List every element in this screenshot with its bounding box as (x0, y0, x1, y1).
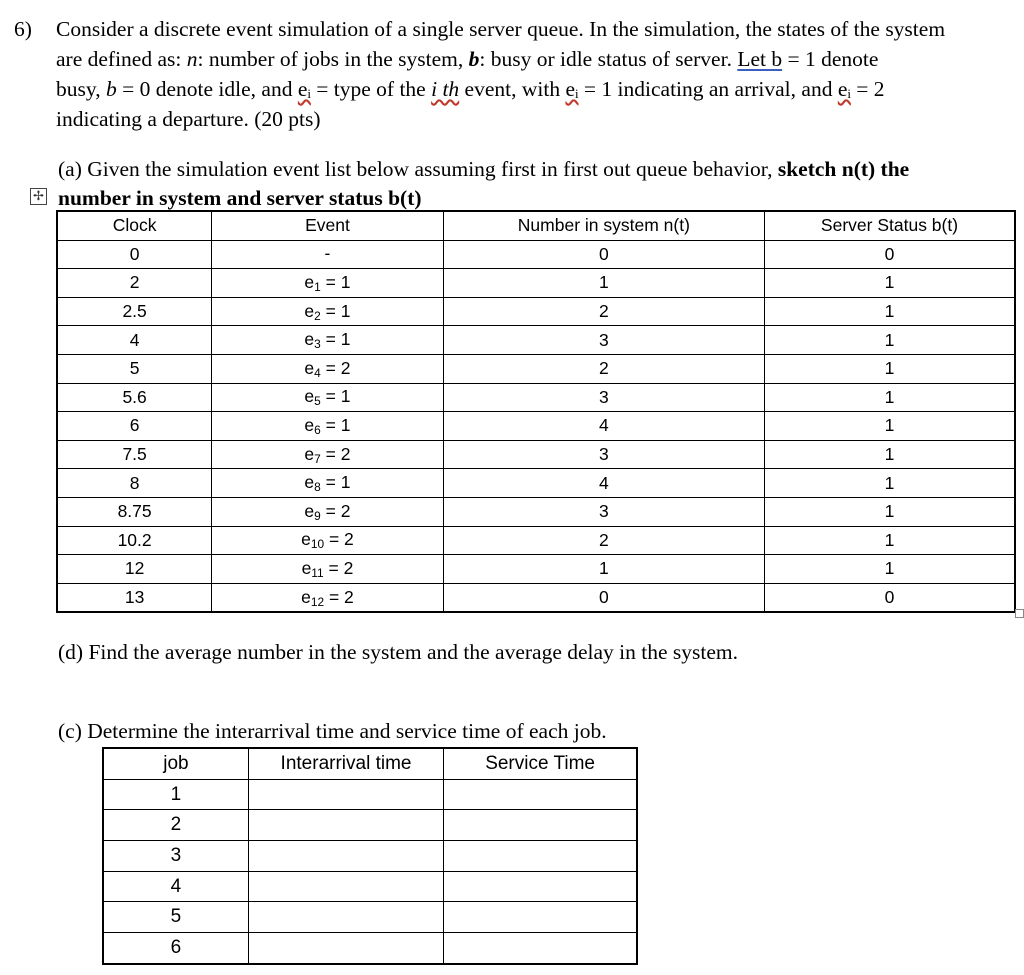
text: = 1 denote (782, 47, 879, 71)
event-value: = 1 (320, 386, 351, 407)
cell-server-status: 1 (765, 497, 1016, 526)
part-a-line-1 (58, 155, 909, 184)
part-a-line-2 (58, 184, 909, 213)
text: = 2 (850, 77, 885, 101)
table-row (57, 526, 1015, 555)
bold-text: number in system and server status b(t) (58, 186, 422, 210)
cell-server-status: 1 (765, 440, 1016, 469)
event-index: 2 (314, 308, 321, 323)
cell-server-status: 1 (765, 326, 1016, 355)
cell-service-time-input[interactable] (444, 902, 637, 933)
event-table-body (57, 240, 1015, 612)
cell-server-status: 0 (765, 583, 1016, 612)
cell-event (212, 269, 444, 298)
table-row (57, 469, 1015, 498)
event-index: 10 (310, 537, 325, 552)
table-row (103, 902, 637, 933)
event-value: = 1 (320, 329, 351, 350)
cell-number-in-system: 4 (443, 469, 764, 498)
event-symbol: e (304, 443, 315, 464)
header-clock: Clock (57, 211, 212, 240)
event-index: 11 (311, 565, 324, 580)
cell-service-time-input[interactable] (444, 841, 637, 872)
table-row (103, 779, 637, 810)
table-row (57, 326, 1015, 355)
cell-number-in-system: 0 (443, 583, 764, 612)
cell-clock: 6 (57, 412, 212, 441)
table-row (57, 269, 1015, 298)
cell-clock: 8 (57, 469, 212, 498)
event-value: = 2 (323, 557, 354, 578)
table-header-row (57, 211, 1015, 240)
cell-clock: 5.6 (57, 383, 212, 412)
text: : number of jobs in the system, (197, 47, 469, 71)
event-value: = 1 (320, 472, 351, 493)
bold-text: sketch n(t) the (777, 157, 910, 181)
cell-event (212, 497, 444, 526)
event-value: = 2 (320, 500, 351, 521)
cell-event (212, 440, 444, 469)
cell-clock: 2 (57, 269, 212, 298)
event-symbol: e (304, 500, 315, 521)
event-index: 7 (314, 451, 321, 466)
cell-event (212, 326, 444, 355)
cell-server-status: 1 (765, 555, 1016, 584)
table-row (57, 555, 1015, 584)
cell-server-status: 1 (765, 297, 1016, 326)
problem-line-4: indicating a departure. (20 pts) (56, 107, 321, 131)
job-times-table (102, 747, 638, 965)
cell-event (212, 583, 444, 612)
event-index: 6 (314, 422, 321, 437)
table-row (103, 871, 637, 902)
event-symbol: e (304, 386, 315, 407)
table-row (57, 412, 1015, 441)
cell-clock: 5 (57, 354, 212, 383)
cell-number-in-system: 2 (443, 297, 764, 326)
cell-server-status: 1 (765, 526, 1016, 555)
table-row (103, 933, 637, 964)
table-row (103, 841, 637, 872)
var-b: b (468, 47, 480, 71)
cell-number-in-system: 3 (443, 497, 764, 526)
table-row (103, 810, 637, 841)
cell-job: 4 (103, 871, 248, 902)
table-row (57, 440, 1015, 469)
problem-line-1: Consider a discrete event simulation of a single server queue. In the simulation, the states of the system (56, 17, 946, 41)
text: = 1 indicating an arrival, and (578, 77, 838, 101)
header-service-time: Service Time (444, 748, 637, 779)
text: = 0 denote idle, and (116, 77, 298, 101)
cell-event (212, 555, 444, 584)
cell-number-in-system: 2 (443, 526, 764, 555)
resize-handle-icon[interactable] (1015, 609, 1024, 618)
cell-server-status: 1 (765, 412, 1016, 441)
header-job: job (103, 748, 248, 779)
cell-job: 1 (103, 779, 248, 810)
header-event: Event (212, 211, 444, 240)
part-c-prompt: (c) Determine the interarrival time and service time of each job. (58, 719, 607, 743)
cell-event (212, 354, 444, 383)
event-symbol: e (304, 357, 315, 378)
cell-clock: 10.2 (57, 526, 212, 555)
event-index: 4 (314, 365, 321, 380)
event-index: 5 (314, 394, 321, 409)
cell-clock: 12 (57, 555, 212, 584)
cell-number-in-system: 4 (443, 412, 764, 441)
text: : busy or idle status of server. (479, 47, 738, 71)
cell-number-in-system: 1 (443, 555, 764, 584)
event-symbol: e (301, 557, 312, 578)
cell-number-in-system: 3 (443, 326, 764, 355)
cell-server-status: 1 (765, 383, 1016, 412)
var-ei: eᵢ (297, 77, 311, 101)
event-index: 12 (310, 594, 325, 609)
var-ei: eᵢ (837, 77, 851, 101)
cell-job: 3 (103, 841, 248, 872)
cell-service-time-input[interactable] (444, 933, 637, 964)
text: busy, (56, 77, 106, 101)
event-symbol: - (324, 243, 331, 264)
event-symbol: e (304, 414, 315, 435)
event-value: = 2 (324, 529, 354, 550)
cell-number-in-system: 3 (443, 383, 764, 412)
cell-interarrival-time-input[interactable] (248, 933, 443, 964)
cell-event (212, 383, 444, 412)
part-a-prompt (58, 155, 909, 213)
event-value: = 1 (320, 272, 351, 292)
problem-number: 6) (14, 17, 32, 41)
cell-server-status: 0 (765, 240, 1016, 269)
text: are defined as: (56, 47, 187, 71)
cell-event (212, 469, 444, 498)
cell-event (212, 412, 444, 441)
table-row (57, 354, 1015, 383)
event-index: 3 (314, 337, 321, 352)
job-table-body (103, 779, 637, 964)
var-n: n (186, 47, 198, 71)
cell-number-in-system: 1 (443, 269, 764, 298)
cell-server-status: 1 (765, 269, 1016, 298)
header-server-status: Server Status b(t) (765, 211, 1016, 240)
cell-interarrival-time-input[interactable] (248, 841, 443, 872)
event-symbol: e (304, 472, 315, 493)
event-value: = 1 (320, 300, 351, 321)
cell-interarrival-time-input[interactable] (248, 810, 443, 841)
i-th: i th (431, 77, 460, 101)
header-interarrival-time: Interarrival time (248, 748, 443, 779)
event-index: 9 (314, 508, 321, 523)
part-d-prompt: (d) Find the average number in the system and the average delay in the system. (58, 640, 739, 664)
cell-event (212, 240, 444, 269)
cell-clock: 2.5 (57, 297, 212, 326)
event-symbol: e (304, 329, 315, 350)
cell-server-status: 1 (765, 469, 1016, 498)
cell-event (212, 297, 444, 326)
cell-clock: 0 (57, 240, 212, 269)
header-number-in-system: Number in system n(t) (443, 211, 764, 240)
table-row (57, 297, 1015, 326)
event-value: = 2 (320, 357, 351, 378)
cell-number-in-system: 2 (443, 354, 764, 383)
text: event, with (459, 77, 566, 101)
cell-job: 5 (103, 902, 248, 933)
event-symbol: e (304, 300, 315, 321)
problem-line-2 (56, 44, 1018, 74)
cell-job: 6 (103, 933, 248, 964)
event-value: = 2 (324, 586, 354, 607)
cell-server-status: 1 (765, 354, 1016, 383)
table-row (57, 497, 1015, 526)
event-list-table (56, 210, 1016, 613)
cell-service-time-input[interactable] (444, 779, 637, 810)
cell-clock: 8.75 (57, 497, 212, 526)
problem-body (56, 14, 1018, 134)
var-ei: eᵢ (565, 77, 579, 101)
problem-line-3 (56, 74, 1018, 104)
event-symbol: e (301, 529, 311, 550)
table-row (57, 383, 1015, 412)
cell-service-time-input[interactable] (444, 871, 637, 902)
text: (a) Given the simulation event list below assuming first in first out queue behavior, (58, 157, 778, 181)
event-value: = 1 (320, 414, 351, 435)
cell-number-in-system: 0 (443, 240, 764, 269)
event-symbol: e (301, 586, 311, 607)
cell-number-in-system: 3 (443, 440, 764, 469)
move-handle-icon[interactable]: ✢ (30, 188, 47, 205)
cell-service-time-input[interactable] (444, 810, 637, 841)
cell-interarrival-time-input[interactable] (248, 871, 443, 902)
table-row (57, 583, 1015, 612)
table-row (57, 240, 1015, 269)
event-symbol: e (304, 272, 315, 292)
cell-event (212, 526, 444, 555)
table-header-row (103, 748, 637, 779)
event-index: 1 (314, 279, 321, 294)
cell-clock: 4 (57, 326, 212, 355)
cell-interarrival-time-input[interactable] (248, 779, 443, 810)
cell-interarrival-time-input[interactable] (248, 902, 443, 933)
text: = type of the (310, 77, 432, 101)
event-index: 8 (314, 480, 321, 495)
event-value: = 2 (320, 443, 351, 464)
cell-clock: 13 (57, 583, 212, 612)
cell-job: 2 (103, 810, 248, 841)
var-b: b (105, 77, 117, 101)
cell-clock: 7.5 (57, 440, 212, 469)
let-b-underlined: Let b (737, 47, 783, 71)
